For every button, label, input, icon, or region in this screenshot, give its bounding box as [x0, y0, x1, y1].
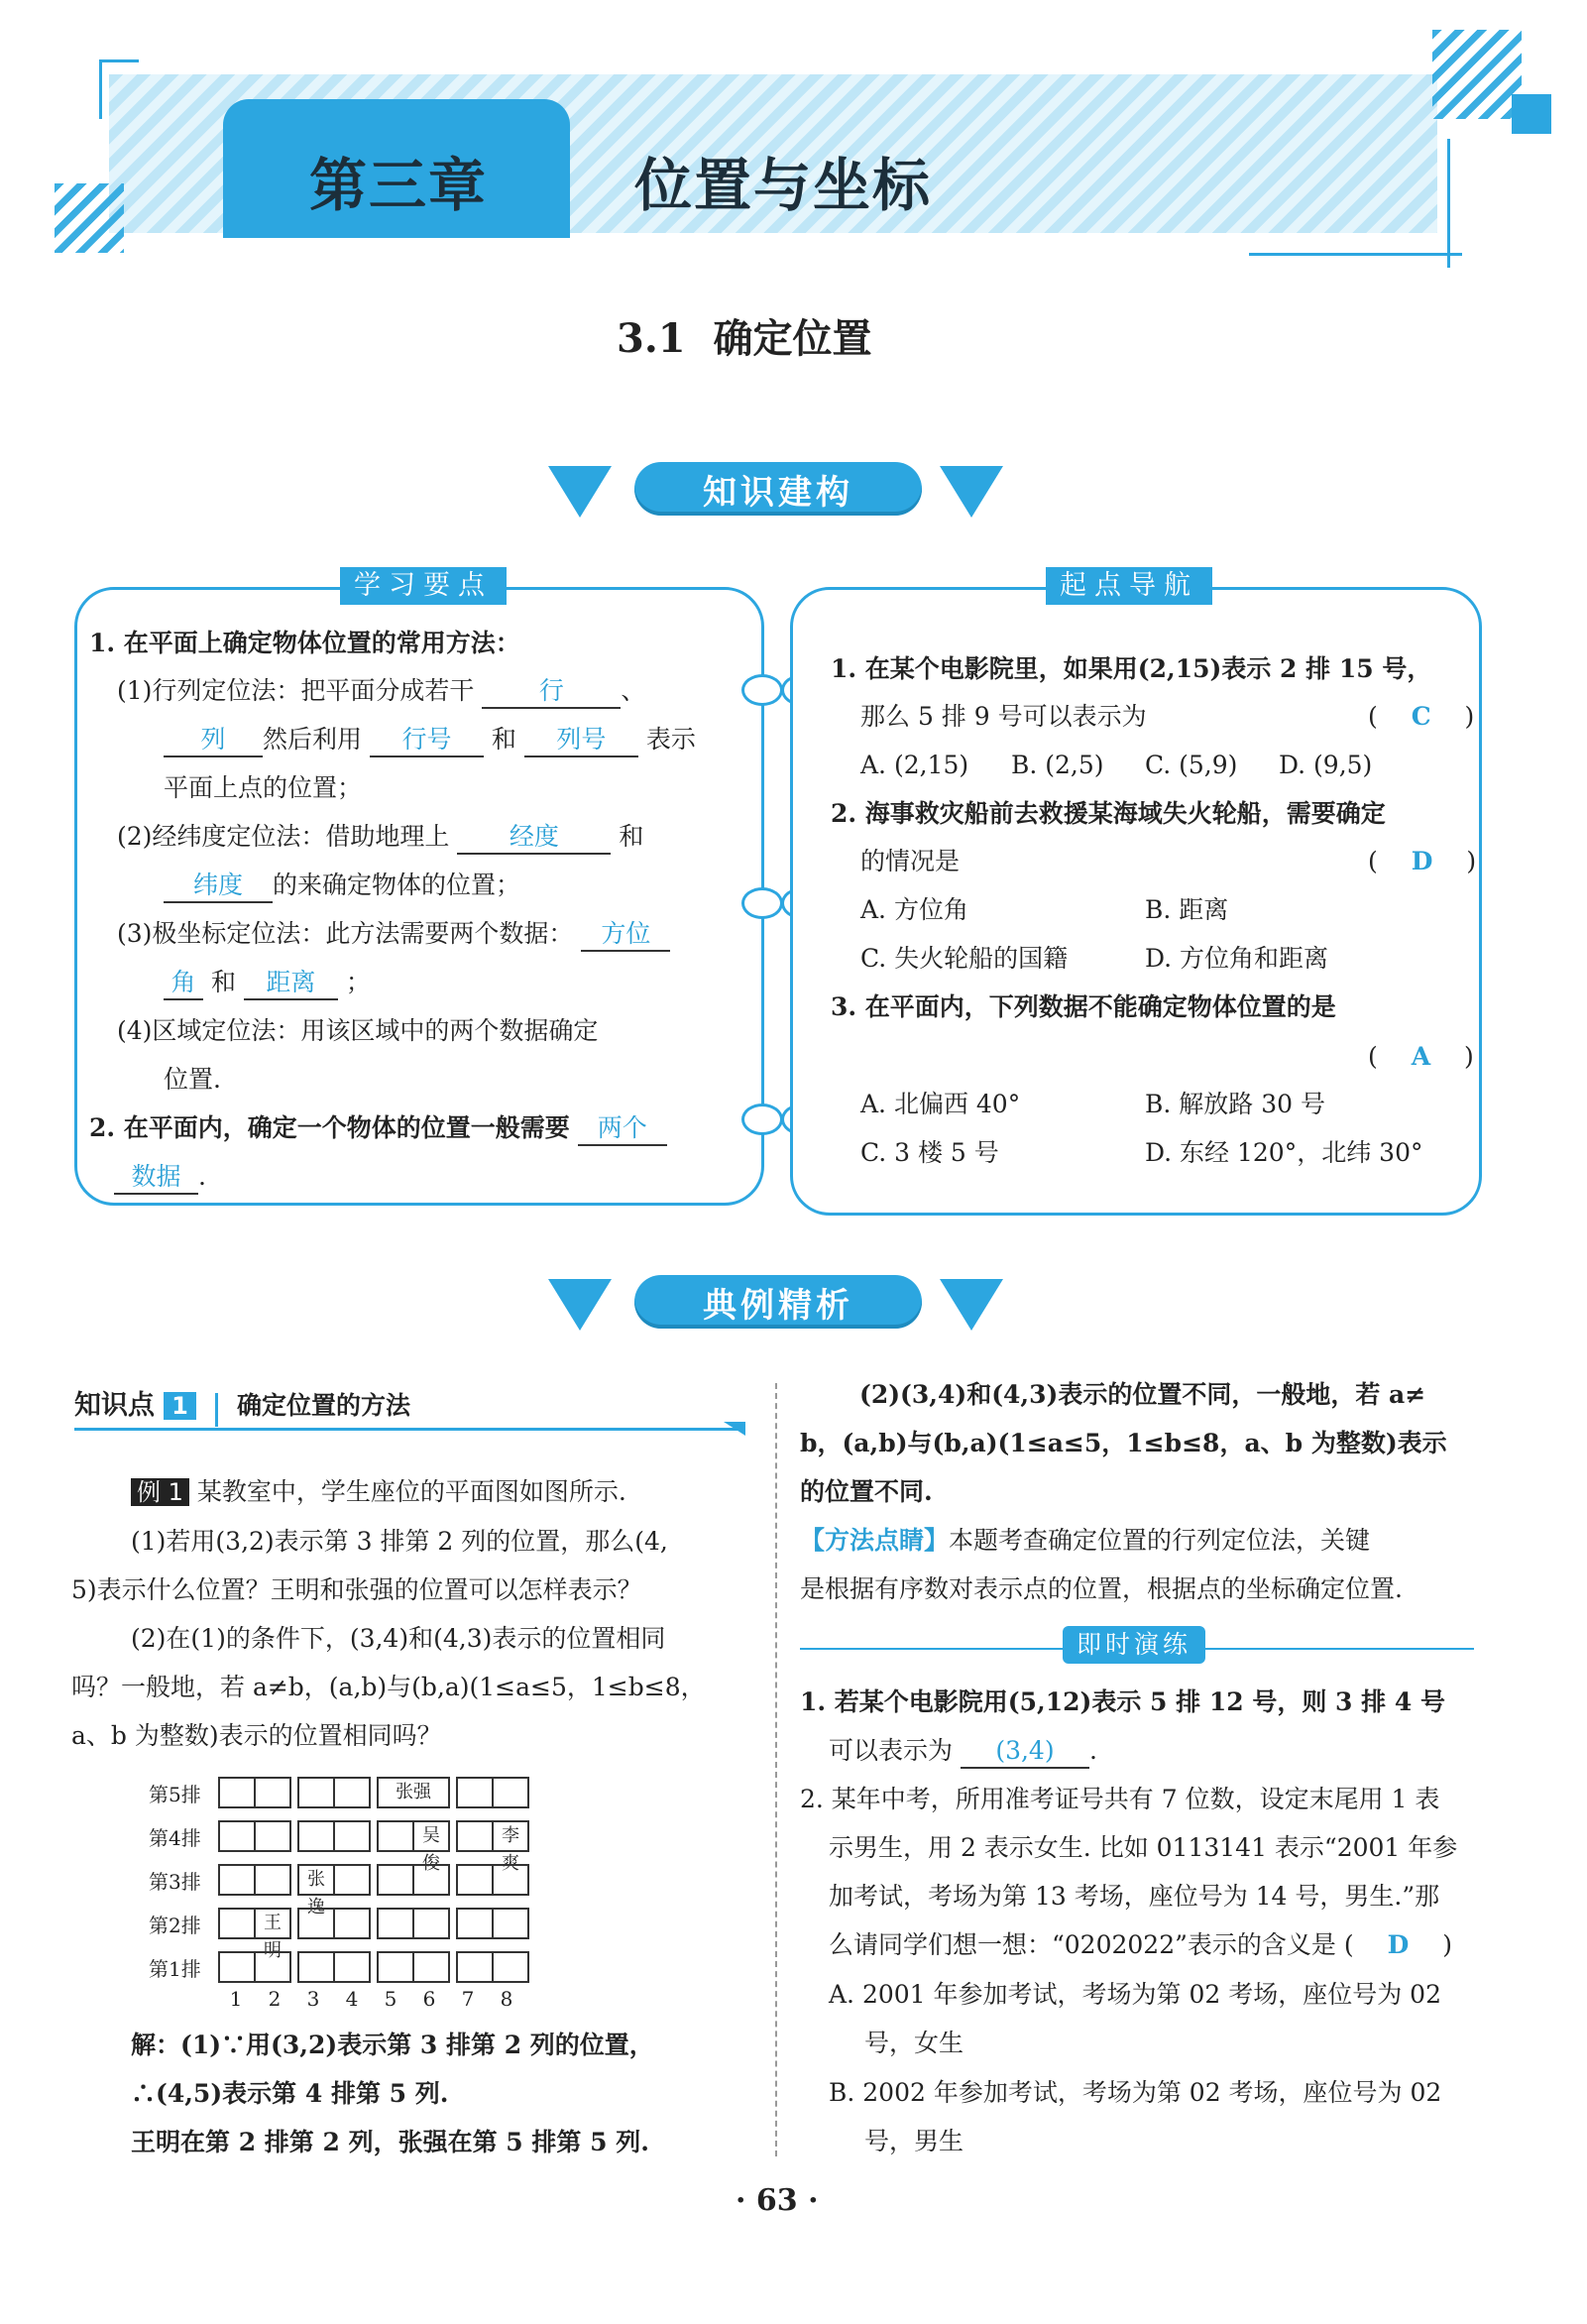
- rc-p1a: 1. 若某个电影院用(5,12)表示 5 排 12 号，则 3 排 4 号: [800, 1687, 1445, 1716]
- seat: [220, 1779, 256, 1806]
- rc-optA1: A. 2001 年参加考试，考场为第 02 考场，座位号为 02: [829, 1980, 1441, 2009]
- answer-blank: 行: [482, 674, 621, 709]
- lp-text: 和: [210, 968, 236, 996]
- header-line-top: [99, 59, 139, 62]
- col-label: 2: [268, 1987, 282, 2011]
- seat: [494, 1779, 527, 1806]
- example-p1a: (1)若用(3,2)表示第 3 排第 2 列的位置，那么(4,: [131, 1527, 668, 1556]
- lp-text: (2)经纬度定位法：借助地理上: [117, 822, 450, 851]
- rc-optB1: B. 2002 年参加考试，考场为第 02 考场，座位号为 02: [829, 2078, 1442, 2107]
- seat-group: [218, 1864, 291, 1896]
- row-label: 第5排: [149, 1782, 201, 1806]
- lp-text: 的来确定物体的位置；: [273, 871, 521, 899]
- seat-group: [297, 1820, 371, 1852]
- lp-line-7: [117, 917, 670, 952]
- seat: [256, 1866, 289, 1894]
- col-label: 8: [500, 1987, 513, 2011]
- banner-left-arrow-icon: [548, 466, 612, 518]
- rp-q2-opt-b: B. 距离: [1145, 895, 1229, 924]
- rc-p2b: 示男生，用 2 表示女生. 比如 0113141 表示“2001 年参: [829, 1833, 1458, 1862]
- seat-row: [149, 1820, 535, 1874]
- seat: [299, 1910, 335, 1937]
- lp-line-8: [164, 966, 371, 1000]
- kp-number: 1: [164, 1392, 196, 1420]
- banner-right-arrow-icon: [940, 1279, 1003, 1331]
- seat: [299, 1822, 335, 1850]
- kp-underline: [74, 1428, 743, 1431]
- rp-q1-opt-d: D. (9,5): [1279, 751, 1373, 779]
- rc-text: 可以表示为: [829, 1736, 954, 1765]
- rp-q1-opt-c: C. (5,9): [1145, 751, 1238, 779]
- rp-q2-opt-c: C. 失火轮船的国籍: [860, 944, 1069, 973]
- lp-text: (1)行列定位法：把平面分成若干: [117, 676, 475, 705]
- banner-left-arrow-icon: [548, 1279, 612, 1331]
- seat: [335, 1866, 369, 1894]
- seat-group: [377, 1864, 450, 1896]
- seat: [256, 1822, 289, 1850]
- answer-blank: 纬度: [164, 869, 273, 903]
- study-points-tag: 学习要点: [340, 567, 507, 605]
- rc-text: 么请同学们想一想：“0202022”表示的含义是: [829, 1930, 1336, 1959]
- seat-group: [218, 1951, 291, 1983]
- answer-choice: A: [1411, 1042, 1431, 1071]
- practice-tag: 即时演练: [1063, 1626, 1205, 1664]
- seat: [458, 1953, 494, 1981]
- seat: [458, 1779, 494, 1806]
- seat: [414, 1953, 448, 1981]
- seat: [458, 1866, 494, 1894]
- tip-text: 本题考查确定位置的行列定位法，关键: [949, 1526, 1371, 1555]
- seat: 张强: [396, 1782, 431, 1802]
- answer-blank: 列号: [524, 723, 638, 757]
- rp-q1-opt-a: A. (2,15): [860, 751, 969, 779]
- kp-underline-arrow-icon: [724, 1422, 745, 1436]
- header-square: [1512, 94, 1551, 134]
- column-divider: [775, 1383, 777, 2156]
- seat: 吴俊: [422, 1825, 440, 1874]
- row-label: 第1排: [149, 1956, 201, 1981]
- example-p1b: 5)表示什么位置？王明和张强的位置可以怎样表示？: [71, 1575, 642, 1604]
- rc-p2a: 2. 某年中考，所用准考证号共有 7 位数，设定末尾用 1 表: [800, 1785, 1440, 1813]
- seat: [379, 1953, 414, 1981]
- seat: [494, 1866, 527, 1894]
- seat-group: [377, 1908, 450, 1939]
- seat: [414, 1910, 448, 1937]
- col-label: 4: [345, 1987, 359, 2011]
- knowledge-point-header: [74, 1383, 748, 1423]
- lp-text: ；: [345, 968, 371, 996]
- lp-line-6: [164, 869, 520, 903]
- period: .: [1088, 1736, 1097, 1765]
- lp-line-3: [164, 723, 696, 757]
- seat-grid: [149, 1777, 535, 2011]
- seat: [379, 1866, 414, 1894]
- answer-choice: C: [1411, 702, 1431, 731]
- column-labels: [149, 1987, 535, 2011]
- col-label: 5: [384, 1987, 397, 2011]
- seat: 王明: [264, 1913, 282, 1961]
- rc-s1: (2)(3,4)和(4,3)表示的位置不同，一般地，若 a≠: [859, 1380, 1426, 1409]
- header-stripes-right: [1432, 30, 1522, 119]
- rp-q3-opt-a: A. 北偏西 40°: [860, 1090, 1021, 1118]
- seat-group: [218, 1908, 291, 1961]
- seat: [379, 1822, 414, 1850]
- seat: [220, 1866, 256, 1894]
- col-label: 1: [229, 1987, 243, 2011]
- col-label: 3: [306, 1987, 320, 2011]
- seat: 张逸: [299, 1866, 335, 1894]
- seat-group: [218, 1777, 291, 1808]
- kp-label: 知识点: [74, 1390, 155, 1421]
- answer-blank: 行号: [370, 723, 484, 757]
- answer-blank: 两个: [578, 1111, 667, 1146]
- solution-line-1: 解：(1)∵用(3,2)表示第 3 排第 2 列的位置，: [131, 2031, 654, 2059]
- seat-group: [297, 1864, 371, 1917]
- example-text: 某教室中，学生座位的平面图如图所示.: [196, 1477, 626, 1506]
- seat-group: [456, 1777, 529, 1808]
- lp-line-1: 1. 在平面上确定物体位置的常用方法：: [89, 629, 520, 657]
- lp-line-10: 位置.: [164, 1065, 221, 1094]
- binder-ring-icon: [741, 1104, 783, 1135]
- lp-line-11: [89, 1111, 667, 1146]
- example-p2a: (2)在(1)的条件下，(3,4)和(4,3)表示的位置相同: [131, 1624, 666, 1653]
- rc-s2: b，(a,b)与(b,a)(1≤a≤5，1≤b≤8，a、b 为整数)表示: [800, 1429, 1447, 1457]
- seat: [458, 1822, 494, 1850]
- answer-choice: D: [1387, 1930, 1410, 1959]
- answer-blank: 方位: [581, 917, 670, 952]
- seat: [220, 1910, 256, 1937]
- seat: 李爽: [502, 1825, 519, 1874]
- row-label: 第2排: [149, 1913, 201, 1937]
- page-number: · 63 ·: [736, 2183, 819, 2218]
- rp-q1b: 那么 5 排 9 号可以表示为: [860, 702, 1147, 731]
- rc-p2d: 么请同学们想一想：“0202022”表示的含义是 ( D ): [829, 1930, 1452, 1959]
- seat-group: [377, 1820, 450, 1874]
- rp-q1-opt-b: B. (2,5): [1011, 751, 1104, 779]
- rp-q2-answer: ( D ): [1368, 847, 1477, 875]
- seat: [494, 1953, 527, 1981]
- rp-q2b: 的情况是: [860, 847, 961, 875]
- example-tag: 例 1: [131, 1478, 189, 1506]
- rc-p1b: [829, 1734, 1097, 1769]
- answer-blank: 数据: [114, 1160, 198, 1195]
- lp-text: 和: [619, 822, 644, 851]
- lp-text: 然后利用: [263, 725, 363, 754]
- seat-group: [218, 1820, 291, 1852]
- lp-line-2: [117, 674, 645, 709]
- seat: [335, 1910, 369, 1937]
- seat: [494, 1910, 527, 1937]
- rc-s3: 的位置不同.: [800, 1477, 933, 1506]
- rp-q2: 2. 海事救灾船前去救援某海域失火轮船，需要确定: [831, 799, 1386, 828]
- seat-group: [456, 1908, 529, 1939]
- binder-ring-icon: [741, 674, 783, 706]
- lp-line-4: 平面上点的位置；: [164, 773, 363, 802]
- starting-guide-tag: 起点导航: [1046, 567, 1212, 605]
- header-line-bottom: [1249, 253, 1462, 256]
- lp-line-9: (4)区域定位法：用该区域中的两个数据确定: [117, 1016, 599, 1045]
- answer-blank: 角: [164, 966, 203, 1000]
- rp-q3-opt-b: B. 解放路 30 号: [1145, 1090, 1325, 1118]
- seat: [299, 1779, 335, 1806]
- seat-group: [456, 1864, 529, 1896]
- lp-text: 、: [621, 676, 646, 705]
- rc-optB2: 号，男生: [864, 2127, 964, 2155]
- seat: [220, 1822, 256, 1850]
- seat: [335, 1779, 369, 1806]
- col-label: 7: [461, 1987, 475, 2011]
- rp-q2-opt-d: D. 方位角和距离: [1145, 944, 1329, 973]
- rc-p2c: 加考试，考场为第 13 考场，座位号为 14 号，男生.”那: [829, 1882, 1440, 1911]
- banner-knowledge: 知识建构: [634, 462, 922, 516]
- header-line-right: [1447, 139, 1450, 268]
- lp-text: (3)极坐标定位法：此方法需要两个数据：: [117, 919, 574, 948]
- seat-group: [377, 1777, 450, 1808]
- lp-line-12: [114, 1160, 206, 1195]
- rc-tip-line-1: [800, 1524, 1370, 1557]
- tip-label: 【方法点睛】: [800, 1526, 950, 1555]
- rp-text: 1. 在某个电影院里，如果用(2,15)表示 2 排 15 号，: [831, 654, 1432, 683]
- lp-text: .: [198, 1162, 206, 1191]
- rp-q2-opt-a: A. 方位角: [860, 895, 968, 924]
- row-label: 第3排: [149, 1869, 201, 1894]
- rp-q3-opt-d: D. 东经 120°，北纬 30°: [1145, 1138, 1423, 1167]
- seat-group: [456, 1820, 529, 1874]
- header-stripes-left: [55, 183, 124, 253]
- chapter-label: 第三章: [309, 152, 489, 219]
- lp-text: 和: [491, 725, 516, 754]
- kp-divider: [215, 1393, 218, 1427]
- banner-examples: 典例精析: [634, 1275, 922, 1329]
- lp-line-5: [117, 820, 643, 855]
- answer-blank: 经度: [457, 820, 611, 855]
- seat: [256, 1779, 289, 1806]
- col-label: 6: [422, 1987, 436, 2011]
- answer-blank: (3,4): [961, 1734, 1089, 1769]
- seat-row: [149, 1951, 535, 1983]
- seat-group: [297, 1951, 371, 1983]
- seat: [335, 1822, 369, 1850]
- section-title: 3.1 确定位置: [617, 315, 872, 362]
- lp-text: 2. 在平面内，确定一个物体的位置一般需要: [89, 1113, 570, 1142]
- seat-row: [149, 1864, 535, 1917]
- answer-choice: D: [1411, 847, 1433, 875]
- solution-line-2: ∴(4,5)表示第 4 排第 5 列.: [131, 2079, 449, 2108]
- seat: [220, 1953, 256, 1981]
- seat: [335, 1953, 369, 1981]
- seat: [458, 1910, 494, 1937]
- seat: [379, 1910, 414, 1937]
- example-p2b: 吗？一般地，若 a≠b，(a,b)与(b,a)(1≤a≤5，1≤b≤8，: [71, 1673, 706, 1701]
- rc-optA2: 号，女生: [864, 2029, 964, 2057]
- rp-q3: 3. 在平面内，下列数据不能确定物体位置的是: [831, 992, 1336, 1021]
- binder-ring-icon: [741, 887, 783, 919]
- header-line-left: [99, 59, 102, 119]
- example-p2c: a、b 为整数)表示的位置相同吗？: [71, 1721, 442, 1750]
- rc-tip-line-2: 是根据有序数对表示点的位置，根据点的坐标确定位置.: [800, 1574, 1403, 1603]
- seat: [256, 1953, 289, 1981]
- answer-blank: 列: [164, 723, 263, 757]
- rp-q3-opt-c: C. 3 楼 5 号: [860, 1138, 999, 1167]
- example-intro: [131, 1475, 626, 1509]
- banner-right-arrow-icon: [940, 466, 1003, 518]
- kp-title: 确定位置的方法: [236, 1391, 410, 1420]
- seat-group: [456, 1951, 529, 1983]
- chapter-title: 位置与坐标: [634, 152, 933, 219]
- seat-row: [149, 1777, 535, 1808]
- answer-blank: 距离: [244, 966, 338, 1000]
- seat-row: [149, 1908, 535, 1961]
- solution-line-3: 王明在第 2 排第 2 列，张强在第 5 排第 5 列.: [131, 2128, 649, 2156]
- seat: [414, 1866, 448, 1894]
- rp-q3-answer: ( A ): [1368, 1042, 1474, 1071]
- seat-group: [297, 1908, 371, 1939]
- row-label: 第4排: [149, 1825, 201, 1850]
- seat: [299, 1953, 335, 1981]
- lp-text: 表示: [645, 725, 696, 754]
- seat-group: [377, 1951, 450, 1983]
- rp-q1: [831, 652, 1431, 685]
- rp-q1-answer: ( C ): [1368, 702, 1475, 731]
- seat-group: [297, 1777, 371, 1808]
